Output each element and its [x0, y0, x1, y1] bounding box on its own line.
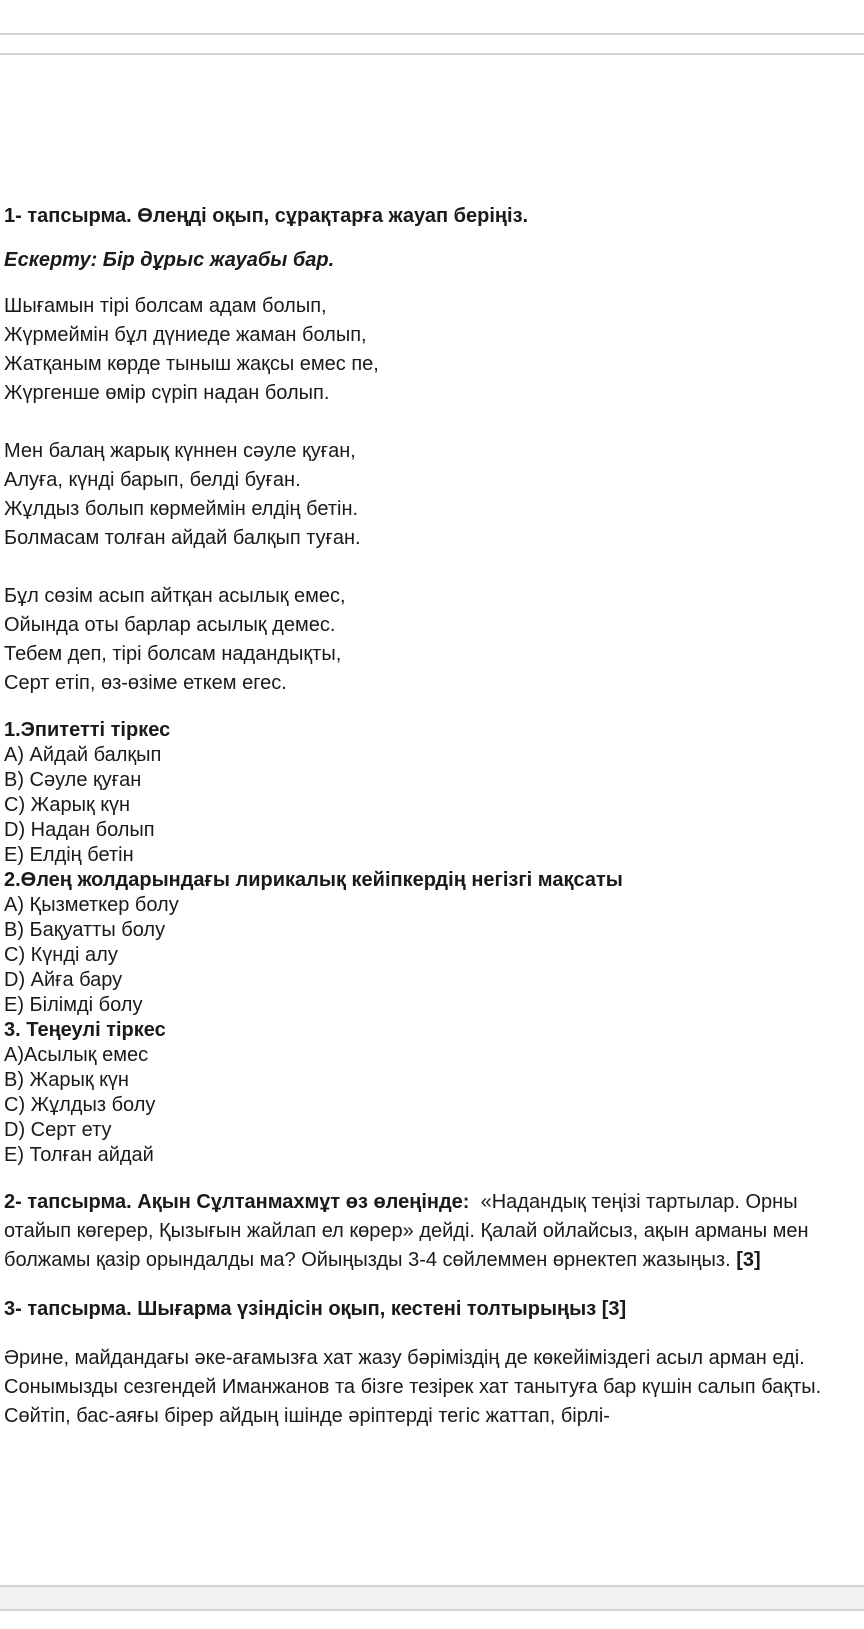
top-toolbar-band — [0, 0, 864, 56]
poem-line: Жүрмеймін бұл дүниеде жаман болып, — [4, 324, 367, 346]
question-2 — [4, 868, 856, 1018]
answer-option: E) Білімді болу — [4, 994, 143, 1016]
poem-line: Ойында оты барлар асылық демес. — [4, 614, 336, 636]
top-divider — [0, 33, 864, 35]
answer-option: C) Жарық күн — [4, 794, 131, 816]
bottom-divider — [0, 1609, 864, 1611]
question-3 — [4, 1018, 856, 1168]
answer-option: A) Қызметкер болу — [4, 894, 179, 916]
poem-stanza — [4, 437, 856, 553]
poem-stanza — [4, 292, 856, 408]
answer-option: C) Жұлдыз болу — [4, 1094, 156, 1116]
task1-heading: 1- тапсырма. Өлеңді оқып, сұрақтарға жауап беріңіз. — [4, 205, 529, 227]
poem-stanza — [4, 582, 856, 698]
answer-option: E) Елдің бетін — [4, 844, 134, 866]
task2-mark: [3] — [736, 1249, 761, 1271]
answer-option: B) Бақуатты болу — [4, 919, 166, 941]
answer-option: A) Айдай балқып — [4, 744, 162, 766]
question-title: 2.Өлең жолдарындағы лирикалық кейіпкердің негізгі мақсаты — [4, 869, 623, 891]
document-body — [4, 204, 856, 1431]
top-divider — [0, 53, 864, 55]
poem-line: Жүргенше өмір сүріп надан болып. — [4, 382, 330, 404]
task2-paragraph — [4, 1188, 856, 1275]
question-title: 3. Теңеулі тіркес — [4, 1019, 166, 1041]
answer-option: D) Надан болып — [4, 819, 155, 841]
task2-lead: 2- тапсырма. Ақын Сұлтанмахмұт өз өлеңінде: — [4, 1191, 470, 1213]
bottom-bar — [0, 1587, 864, 1609]
poem-line: Мен балаң жарық күннен сәуле қуған, — [4, 440, 356, 462]
answer-option: C) Күнді алу — [4, 944, 118, 966]
question-title: 1.Эпитетті тіркес — [4, 719, 171, 741]
answer-option: A)Асылық емес — [4, 1044, 149, 1066]
poem-line: Серт етіп, өз-өзіме еткем егес. — [4, 672, 287, 694]
answer-option: D) Айға бару — [4, 969, 123, 991]
task1-note: Ескерту: Бір дұрыс жауабы бар. — [4, 249, 335, 271]
poem-line: Тебем деп, тірі болсам надандықты, — [4, 643, 342, 665]
poem-line: Жатқаным көрде тыныш жақсы емес пе, — [4, 353, 379, 375]
answer-option: B) Сәуле қуған — [4, 769, 142, 791]
question-1 — [4, 718, 856, 868]
poem-line: Шығамын тірі болсам адам болып, — [4, 295, 327, 317]
poem-line: Бұл сөзім асып айтқан асылық емес, — [4, 585, 346, 607]
answer-option: E) Толған айдай — [4, 1144, 154, 1166]
bottom-toolbar-band — [0, 1585, 864, 1629]
answer-option: D) Серт ету — [4, 1119, 112, 1141]
poem-line: Алуға, күнді барып, белді буған. — [4, 469, 301, 491]
answer-option: B) Жарық күн — [4, 1069, 129, 1091]
task2-body: «Надандық теңізі тартылар. Орны отайып көгерер, Қызығын жайлап ел көрер» дейді. Қалай ойлайсыз, ақын арманы мен болжамы қазір орындалды ма? Ойыңызды 3-4 сөйлеммен өрнектеп жазыңыз. — [4, 1191, 809, 1271]
poem-line: Болмасам толған айдай балқып туған. — [4, 527, 361, 549]
poem-line: Жұлдыз болып көрмеймін елдің бетін. — [4, 498, 359, 520]
task3-excerpt: Әрине, майдандағы әке-ағамызға хат жазу бәріміздің де көкейіміздегі асыл арман еді. Сонымызды сезгендей Иманжанов та бізге тезірек хат танытуға бар күшін салып бақты. Сөйтіп, бас-аяғы бірер айдың ішінде әріптерді тегіс жаттап, бірлі- — [4, 1347, 822, 1427]
task3-heading: 3- тапсырма. Шығарма үзіндісін оқып, кестені толтырыңыз [3] — [4, 1298, 627, 1320]
